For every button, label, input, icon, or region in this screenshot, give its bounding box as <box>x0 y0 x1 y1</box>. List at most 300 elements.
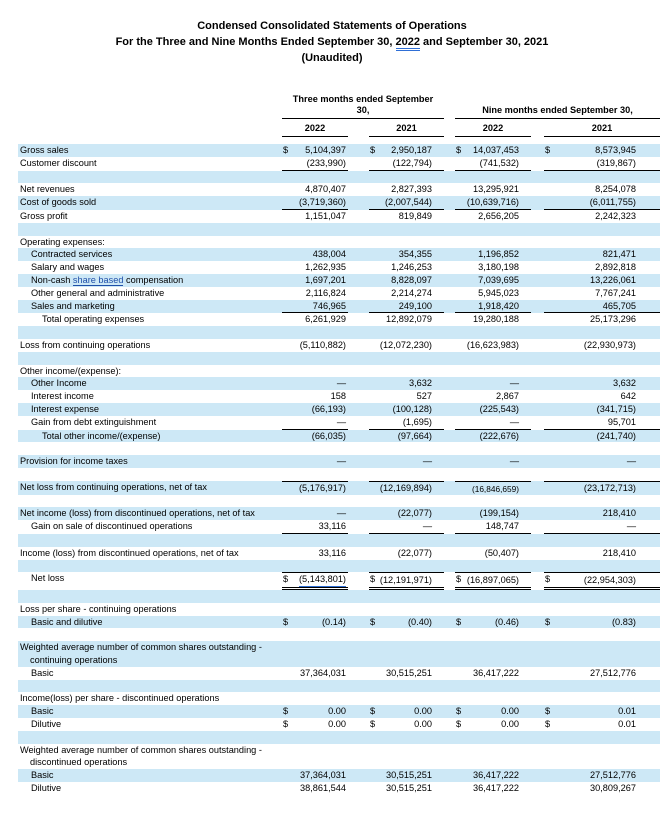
dollar-sign: $ <box>545 145 551 155</box>
amount-value: (66,193) <box>311 403 346 414</box>
amount-value: (341,715) <box>596 403 636 414</box>
period-text-post: and September 30, 2021 <box>420 36 549 48</box>
row-label: Interest income <box>31 391 94 402</box>
amount-cell <box>455 705 531 718</box>
amount-value: (319,867) <box>596 157 636 168</box>
amount-value: 3,632 <box>409 378 432 389</box>
amount-value: 158 <box>330 391 346 402</box>
table-row <box>18 300 660 314</box>
amount-value: (22,077) <box>397 547 432 558</box>
amount-value: (16,623,983) <box>466 339 519 350</box>
amount-cell <box>282 248 348 261</box>
amount-value: 27,512,776 <box>590 667 636 678</box>
amount-value: (5,143,801) <box>299 573 346 587</box>
table-row <box>18 744 660 770</box>
amount-value: (1,695) <box>402 416 432 427</box>
amount-cell <box>282 144 348 157</box>
amount-value: 465,705 <box>602 300 636 311</box>
dollar-sign: $ <box>283 574 289 585</box>
amount-cell <box>544 339 660 352</box>
row-label: Net loss from continuing operations, net of tax <box>20 481 207 492</box>
amount-cell <box>369 274 444 287</box>
amount-value: (222,676) <box>479 430 519 441</box>
amount-value: 527 <box>416 391 432 402</box>
statement-title: Condensed Consolidated Statements of Operations <box>197 20 467 32</box>
amount-cell <box>544 616 660 629</box>
amount-cell <box>455 390 531 403</box>
amount-cell <box>282 313 348 326</box>
amount-cell <box>544 261 660 274</box>
amount-value: 2,116,824 <box>305 287 346 298</box>
table-row <box>18 782 660 795</box>
amount-cell <box>455 416 531 430</box>
amount-value: 2,950,187 <box>391 145 432 155</box>
amount-value: (0.40) <box>407 616 432 627</box>
spacer-row <box>18 171 660 184</box>
amount-value: (0.14) <box>321 616 346 627</box>
row-label: Weighted average number of common shares outstanding - continuing operations <box>18 641 282 667</box>
row-label: Net loss <box>31 573 65 584</box>
amount-cell <box>369 377 444 390</box>
amount-cell <box>544 718 660 731</box>
amount-cell <box>282 287 348 300</box>
row-label: Gross sales <box>20 145 69 155</box>
row-label: Total operating expenses <box>42 314 145 325</box>
table-row <box>18 287 660 300</box>
amount-value: 19,280,188 <box>473 314 519 325</box>
amount-cell <box>455 261 531 274</box>
amount-cell <box>282 390 348 403</box>
amount-value: 38,861,544 <box>300 783 346 794</box>
row-label: Total other income/(expense) <box>42 430 161 441</box>
amount-cell <box>544 274 660 287</box>
row-label: Net income (loss) from discontinued operations, net of tax <box>20 508 255 519</box>
row-label: Sales and marketing <box>31 300 115 311</box>
amount-value: 8,254,078 <box>595 184 636 195</box>
row-label: Salary and wages <box>31 262 105 273</box>
amount-cell <box>369 261 444 274</box>
table-row <box>18 641 660 667</box>
amount-value: 0.00 <box>414 706 432 717</box>
amount-value: 33,116 <box>318 521 346 532</box>
amount-cell <box>544 300 660 314</box>
spacer-row <box>18 534 660 547</box>
amount-cell <box>369 196 444 210</box>
amount-value: 821,471 <box>602 249 636 260</box>
amount-cell <box>369 157 444 171</box>
amount-value: (12,169,894) <box>379 482 432 493</box>
table-row <box>18 481 660 495</box>
amount-value: 7,767,241 <box>595 287 636 298</box>
dollar-sign: $ <box>283 145 289 155</box>
amount-cell <box>455 157 531 171</box>
amount-value: 1,196,852 <box>478 249 519 260</box>
amount-value: 36,417,222 <box>473 667 519 678</box>
amount-cell <box>544 403 660 416</box>
amount-cell <box>455 782 531 795</box>
amount-value: 95,701 <box>607 416 636 427</box>
spacer-row <box>18 495 660 508</box>
amount-cell <box>282 616 348 629</box>
amount-value: 148,747 <box>485 521 519 532</box>
amount-value: 1,918,420 <box>478 300 519 311</box>
table-row <box>18 339 660 352</box>
amount-cell <box>544 144 660 157</box>
amount-cell <box>282 274 348 287</box>
row-label: Provision for income taxes <box>20 456 128 467</box>
amount-cell <box>544 507 660 520</box>
amount-cell <box>282 455 348 468</box>
table-row <box>18 274 660 287</box>
amount-value: 30,809,267 <box>590 783 636 794</box>
amount-cell <box>282 572 348 590</box>
spacer-row <box>18 628 660 641</box>
dollar-sign: $ <box>456 706 462 717</box>
dollar-sign: $ <box>545 719 551 730</box>
table-row <box>18 390 660 403</box>
share-based-link[interactable]: share based <box>72 274 124 285</box>
amount-cell <box>369 248 444 261</box>
table-row <box>18 572 660 590</box>
amount-cell <box>369 416 444 430</box>
amount-value: (741,532) <box>479 157 519 168</box>
dollar-sign: $ <box>370 616 376 627</box>
amount-cell <box>455 455 531 468</box>
amount-cell <box>369 507 444 520</box>
year-header-ytd-2021: 2021 <box>544 122 660 137</box>
amount-cell <box>282 157 348 171</box>
amount-cell <box>455 144 531 157</box>
table-row <box>18 455 660 468</box>
dollar-sign: $ <box>370 719 376 730</box>
table-row <box>18 692 660 705</box>
amount-cell <box>544 416 660 430</box>
amount-value: (100,128) <box>392 403 432 414</box>
dollar-sign: $ <box>370 145 376 155</box>
table-row <box>18 365 660 378</box>
amount-value: 4,870,407 <box>305 184 346 195</box>
year-header-row <box>18 122 660 137</box>
amount-cell <box>369 667 444 680</box>
amount-value: — <box>422 521 432 532</box>
dollar-sign: $ <box>456 574 462 585</box>
amount-value: 0.01 <box>618 719 636 730</box>
amount-cell <box>544 769 660 782</box>
amount-value: 218,410 <box>602 508 636 519</box>
amount-cell <box>455 377 531 390</box>
amount-value: 438,004 <box>312 249 346 260</box>
amount-value: (23,172,713) <box>583 482 636 493</box>
spacer-row <box>18 223 660 236</box>
amount-value: 642 <box>620 391 636 402</box>
year-header-q-2021: 2021 <box>369 122 444 137</box>
row-label: Income (loss) from discontinued operations, net of tax <box>20 547 239 558</box>
amount-value: 33,116 <box>318 547 346 558</box>
table-row <box>18 603 660 616</box>
row-label-second-line: continuing operations <box>30 655 118 666</box>
dollar-sign: $ <box>456 145 462 155</box>
period-text-pre: For the Three and Nine Months Ended September 30, <box>115 36 396 48</box>
amount-value: (12,072,230) <box>379 339 432 350</box>
amount-value: 36,417,222 <box>473 770 519 781</box>
amount-value: 3,632 <box>613 378 636 389</box>
amount-cell <box>282 769 348 782</box>
amount-cell <box>455 769 531 782</box>
amount-value: 2,214,274 <box>391 287 432 298</box>
amount-value: 36,417,222 <box>473 783 519 794</box>
amount-cell <box>544 157 660 171</box>
amount-value: 0.00 <box>501 706 519 717</box>
amount-cell <box>455 248 531 261</box>
row-label: Loss from continuing operations <box>20 339 151 350</box>
spacer-row <box>18 326 660 339</box>
amount-cell <box>369 572 444 590</box>
table-row <box>18 507 660 520</box>
amount-cell <box>369 390 444 403</box>
year-header-ytd-2022: 2022 <box>455 122 531 137</box>
row-label: Gross profit <box>20 210 68 221</box>
amount-cell <box>544 196 660 210</box>
amount-value: 1,246,253 <box>391 262 432 273</box>
amount-value: (0.83) <box>611 616 636 627</box>
amount-cell <box>455 667 531 680</box>
amount-value: 5,945,023 <box>478 287 519 298</box>
amount-cell <box>282 782 348 795</box>
table-row <box>18 183 660 196</box>
spacer-row <box>18 468 660 481</box>
row-label: Other general and administrative <box>31 287 165 298</box>
amount-value: 0.00 <box>328 706 346 717</box>
table-row <box>18 313 660 326</box>
amount-cell <box>282 416 348 430</box>
amount-value: (6,011,755) <box>589 197 636 208</box>
amount-value: — <box>509 456 519 467</box>
year-header-q-2022: 2022 <box>282 122 348 137</box>
amount-value: (241,740) <box>596 430 636 441</box>
amount-cell <box>369 313 444 326</box>
amount-value: (16,846,659) <box>471 483 519 494</box>
table-row <box>18 430 660 443</box>
dollar-sign: $ <box>545 616 551 627</box>
amount-value: 37,364,031 <box>300 770 346 781</box>
amount-value: 14,037,453 <box>473 145 519 155</box>
amount-cell <box>369 183 444 196</box>
amount-value: 2,656,205 <box>478 210 519 221</box>
table-body <box>18 144 660 795</box>
amount-cell <box>369 705 444 718</box>
amount-cell <box>455 507 531 520</box>
amount-value: 5,104,397 <box>305 145 346 155</box>
amount-cell <box>369 616 444 629</box>
amount-cell <box>282 196 348 210</box>
amount-value: 27,512,776 <box>590 770 636 781</box>
amount-cell <box>282 183 348 196</box>
row-label: Net revenues <box>20 184 75 195</box>
amount-cell <box>455 339 531 352</box>
dollar-sign: $ <box>283 616 289 627</box>
amount-value: — <box>509 378 519 389</box>
amount-value: (2,007,544) <box>385 197 432 208</box>
amount-value: — <box>626 456 636 467</box>
amount-cell <box>282 718 348 731</box>
amount-cell <box>455 718 531 731</box>
amount-cell <box>455 547 531 560</box>
amount-value: (16,897,065) <box>466 574 519 585</box>
row-label: Operating expenses: <box>20 236 105 247</box>
amount-value: 2,867 <box>496 391 519 402</box>
amount-cell <box>544 455 660 468</box>
table-row <box>18 236 660 249</box>
amount-cell <box>282 430 348 443</box>
dollar-sign: $ <box>545 706 551 717</box>
amount-value: — <box>336 378 346 389</box>
row-label: Gain from debt extinguishment <box>31 416 157 427</box>
three-months-label-line1: Three months ended September <box>292 94 434 104</box>
table-row <box>18 196 660 210</box>
amount-value: (0.46) <box>494 616 519 627</box>
dollar-sign: $ <box>283 706 289 717</box>
amount-cell <box>282 520 348 534</box>
table-row <box>18 416 660 430</box>
amount-cell <box>282 300 348 314</box>
amount-cell <box>455 616 531 629</box>
table-row <box>18 667 660 680</box>
amount-cell <box>455 313 531 326</box>
table-row <box>18 377 660 390</box>
amount-value: 13,295,921 <box>473 184 519 195</box>
row-label: Gain on sale of discontinued operations <box>31 521 193 532</box>
row-label: Customer discount <box>20 157 97 168</box>
spacer-row <box>18 352 660 365</box>
amount-cell <box>282 210 348 223</box>
amount-cell <box>544 705 660 718</box>
table-row <box>18 210 660 223</box>
amount-cell <box>455 481 531 495</box>
row-label: Cost of goods sold <box>20 197 97 208</box>
table-row <box>18 157 660 171</box>
table-row <box>18 718 660 731</box>
amount-cell <box>544 313 660 326</box>
amount-cell <box>455 287 531 300</box>
amount-value: (122,794) <box>392 157 432 168</box>
amount-cell <box>544 287 660 300</box>
amount-cell <box>544 183 660 196</box>
amount-value: 1,151,047 <box>305 210 346 221</box>
amount-cell <box>369 430 444 443</box>
amount-value: (225,543) <box>479 403 519 414</box>
table-row <box>18 520 660 534</box>
amount-value: 0.00 <box>328 719 346 730</box>
amount-cell <box>282 667 348 680</box>
dollar-sign: $ <box>370 574 376 585</box>
statement-title-block <box>0 0 664 66</box>
row-label: Basic and dilutive <box>31 616 103 627</box>
table-row <box>18 616 660 629</box>
amount-cell <box>282 507 348 520</box>
row-label <box>18 274 282 287</box>
row-label: Interest expense <box>31 403 99 414</box>
amount-value: (10,639,716) <box>466 197 519 208</box>
row-label: Basic <box>31 770 54 781</box>
amount-cell <box>544 667 660 680</box>
amount-value: 30,515,251 <box>386 770 432 781</box>
amount-value: — <box>336 508 346 519</box>
spacer-row <box>18 442 660 455</box>
amount-value: 0.00 <box>414 719 432 730</box>
table-row <box>18 403 660 416</box>
amount-value: 30,515,251 <box>386 783 432 794</box>
row-label: Basic <box>31 667 54 678</box>
unaudited-label: (Unaudited) <box>301 52 363 64</box>
dollar-sign: $ <box>283 719 289 730</box>
amount-cell <box>455 274 531 287</box>
amount-value: 2,827,393 <box>391 184 432 195</box>
amount-value: 12,892,079 <box>386 314 432 325</box>
amount-cell <box>455 210 531 223</box>
amount-value: 218,410 <box>602 547 636 558</box>
amount-cell <box>369 481 444 495</box>
amount-cell <box>544 377 660 390</box>
amount-cell <box>455 520 531 534</box>
amount-cell <box>282 481 348 495</box>
amount-value: (22,930,973) <box>583 339 636 350</box>
amount-cell <box>544 481 660 495</box>
amount-value: 354,355 <box>398 249 432 260</box>
dollar-sign: $ <box>370 706 376 717</box>
amount-value: — <box>336 416 346 427</box>
amount-value: (199,154) <box>479 508 519 519</box>
row-label: Dilutive <box>31 783 62 794</box>
table-row <box>18 261 660 274</box>
amount-value: — <box>509 416 519 427</box>
table-row <box>18 248 660 261</box>
amount-value: 6,261,929 <box>305 314 346 325</box>
amount-value: 7,039,695 <box>478 274 519 285</box>
amount-value: (22,077) <box>397 508 432 519</box>
dollar-sign: $ <box>456 719 462 730</box>
amount-value: (233,990) <box>306 157 346 168</box>
row-label-text: Non-cash <box>31 274 73 285</box>
row-label: Dilutive <box>31 719 62 730</box>
amount-value: 0.01 <box>618 706 636 717</box>
amount-cell <box>455 183 531 196</box>
amount-value: (5,110,882) <box>299 339 346 350</box>
three-months-column-group <box>282 94 444 119</box>
amount-value: (3,719,360) <box>299 197 346 208</box>
spacer-row <box>18 590 660 603</box>
amount-value: 37,364,031 <box>300 667 346 678</box>
amount-value: 8,828,097 <box>391 274 432 285</box>
table-row <box>18 547 660 560</box>
spacer-row <box>18 560 660 573</box>
row-label: Other Income <box>31 378 87 389</box>
row-label-text: compensation <box>123 274 184 285</box>
table-row <box>18 769 660 782</box>
amount-value: 1,262,935 <box>305 262 346 273</box>
amount-cell <box>282 547 348 560</box>
amount-cell <box>282 705 348 718</box>
amount-value: 819,849 <box>398 210 432 221</box>
amount-cell <box>455 430 531 443</box>
amount-value: (22,954,303) <box>583 574 636 585</box>
statements-table <box>18 94 660 795</box>
amount-value: 2,242,323 <box>595 210 636 221</box>
amount-cell <box>455 300 531 314</box>
amount-cell <box>282 403 348 416</box>
row-label: Other income/(expense): <box>20 365 122 376</box>
amount-value: (12,191,971) <box>379 574 432 585</box>
row-label: Basic <box>31 706 54 717</box>
